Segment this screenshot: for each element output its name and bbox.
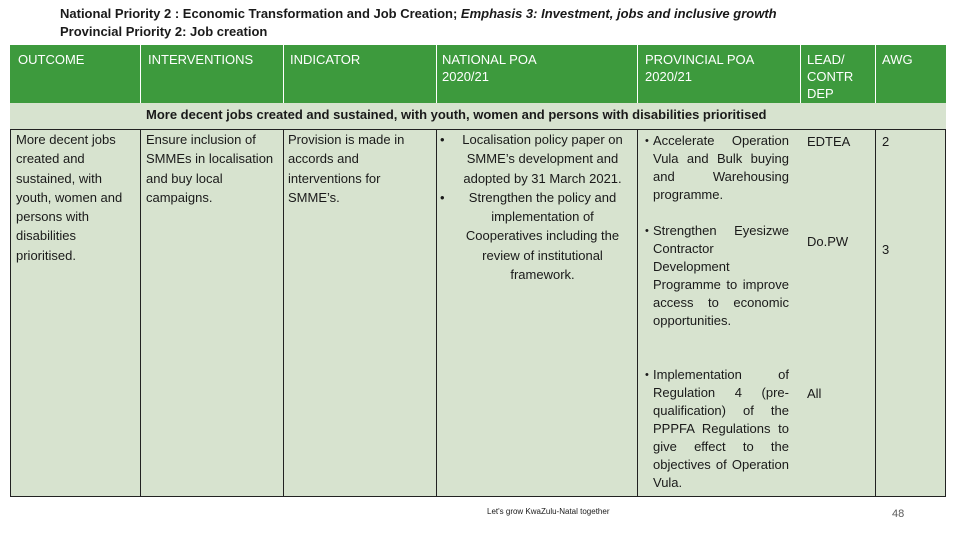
title-emphasis: Emphasis 3: Investment, jobs and inclusive growth — [460, 6, 777, 21]
provincial-poa-item — [645, 222, 789, 330]
header-divider — [637, 45, 638, 103]
header-divider — [436, 45, 437, 103]
provincial-poa-text: Implementation of Regulation 4 (pre-qualification) of the PPPFA Regulations to give effect to the objectives of Operation Vula. — [653, 367, 789, 490]
header-interventions: INTERVENTIONS — [148, 52, 254, 67]
national-poa-cell — [438, 130, 631, 284]
column-divider — [875, 129, 876, 497]
lead-dep-cell: All — [807, 386, 822, 401]
header-national-poa: NATIONAL POA 2020/21 — [442, 52, 536, 84]
page-number: 48 — [892, 508, 905, 520]
header-divider — [800, 45, 801, 103]
lead-dep-cell: Do.PW — [807, 234, 849, 249]
header-divider — [283, 45, 284, 103]
indicator-cell: Provision is made in accords and interventions for SMME’s. — [288, 132, 405, 205]
header-provincial-poa: PROVINCIAL POA 2020/21 — [645, 52, 754, 84]
outcome-cell: More decent jobs created and sustained, with youth, women and persons with disabilities prioritised. — [16, 132, 123, 263]
column-divider — [637, 129, 638, 497]
provincial-poa-text: Accelerate Operation Vula and Bulk buying and Warehousing programme. — [653, 133, 789, 202]
bullet: • — [645, 225, 649, 237]
header-indicator: INDICATOR — [290, 52, 361, 67]
outcome-band — [10, 103, 946, 131]
provincial-poa-item — [645, 366, 789, 492]
title-line2: Provincial Priority 2: Job creation — [60, 24, 268, 39]
header-outcome: OUTCOME — [18, 52, 85, 67]
bullet: • — [645, 135, 649, 147]
bullet: • — [645, 369, 649, 381]
awg-cell: 2 — [882, 134, 890, 149]
column-divider — [140, 129, 141, 497]
lead-dep-cell: EDTEA — [807, 134, 851, 149]
provincial-poa-text: Strengthen Eyesizwe Contractor Development Programme to improve access to economic opportunities. — [653, 223, 789, 328]
page-title — [60, 5, 777, 41]
header-lead-dep: LEAD/ CONTR DEP — [807, 52, 854, 101]
band-text: More decent jobs created and sustained, with youth, women and persons with disabilities prioritised — [146, 107, 767, 122]
awg-cell: 3 — [882, 242, 890, 257]
header-divider — [875, 45, 876, 103]
header-divider — [140, 45, 141, 103]
interventions-cell: Ensure inclusion of SMMEs in localisation and buy local campaigns. — [146, 132, 274, 205]
provincial-poa-item — [645, 132, 789, 204]
national-poa-item: • Strengthen the policy and implementation of Cooperatives including the review of institutional framework. — [438, 188, 631, 284]
national-poa-item: • Localisation policy paper on SMME’s development and adopted by 31 March 2021. — [438, 130, 631, 188]
header-awg: AWG — [882, 52, 913, 67]
column-divider — [436, 129, 437, 497]
footer-tagline: Let's grow KwaZulu-Natal together — [487, 507, 610, 516]
column-divider — [283, 129, 284, 497]
title-line1-prefix: National Priority 2 : Economic Transformation and Job Creation; — [60, 6, 461, 21]
